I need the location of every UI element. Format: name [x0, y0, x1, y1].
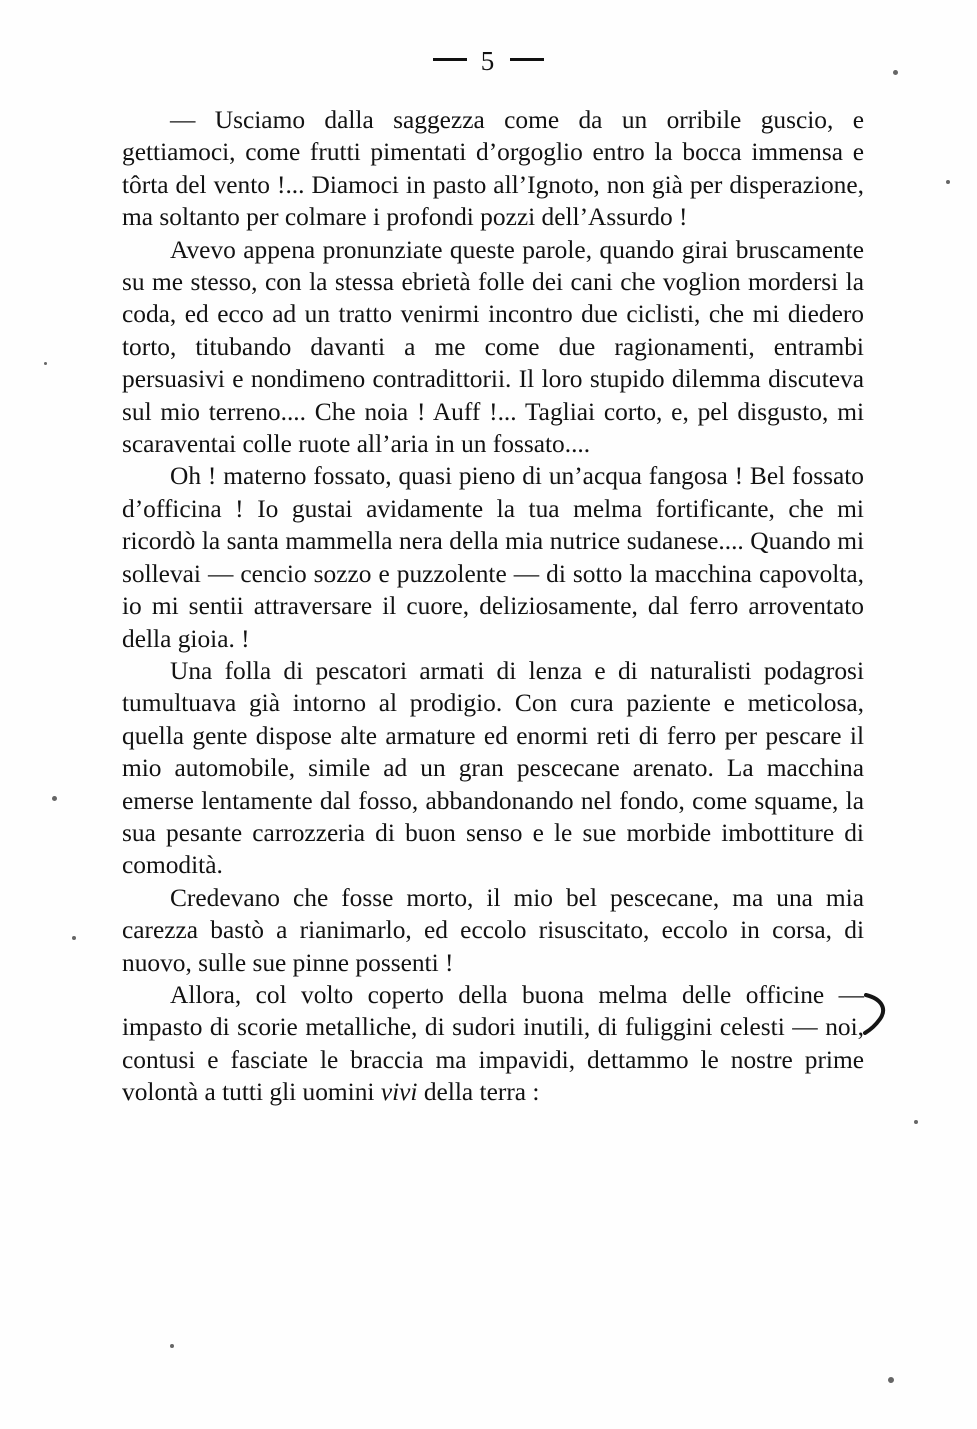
page-header — [0, 46, 977, 77]
paragraph-6-part-1: Allora, col volto coperto della buona melma delle officine — impasto di scorie metalliche, di sudori inutili, di fuliggini celesti — noi, contusi e fasciate le braccia ma impavidi, dettammo le nostre prime volontà a tutti gli uomini — [122, 980, 864, 1107]
paragraph-6-part-2: della terra : — [417, 1078, 540, 1107]
scan-speck — [914, 1120, 918, 1124]
paragraph-5: Credevano che fosse morto, il mio bel pescecane, ma una mia carezza bastò a rianimarlo, ed eccolo risuscitato, eccolo in corsa, di nuovo, sulle sue pinne possenti ! — [122, 883, 864, 977]
scan-speck — [893, 70, 898, 75]
margin-bracket-mark — [862, 993, 892, 1035]
paragraph-6 — [122, 979, 864, 1109]
header-dash-right — [510, 58, 544, 61]
scan-speck — [52, 796, 57, 801]
paragraph-6-italic: vivi — [380, 1078, 418, 1107]
scan-speck — [170, 1344, 174, 1348]
paragraph-2: Avevo appena pronunziate queste parole, quando girai bruscamente su me stesso, con la stessa ebrietà folle dei cani che voglion mordersi la coda, ed ecco ad un tratto venirmi incontro due ciclisti, che mi diedero torto, titubando davanti a me come due ragionamenti, entrambi persuasivi e nondimeno contradittorii. Il loro stupido dilemma discuteva sul mio terreno.... Che noia ! Auff !... Tagliai corto, e, pel disgusto, mi scaraventai colle ruote all’aria in un fossato.... — [122, 235, 864, 459]
paragraph-3: Oh ! materno fossato, quasi pieno di un’acqua fangosa ! Bel fossato d’officina ! Io gustai avidamente la tua melma fortificante, che mi ricordò la santa mammella nera della mia nutrice sudanese.... Quando mi sollevai — cencio sozzo e puzzolente — di sotto la macchina capovolta, io mi sentii attraversare il cuore, deliziosamente, dal ferro arroventato della gioia. ! — [122, 462, 864, 653]
paragraph-1: — Usciamo dalla saggezza come da un orribile guscio, e gettiamoci, come frutti pimentati d’orgoglio entro la bocca immensa e tôrta del vento !... Diamoci in pasto all’Ignoto, non già per disperazione, ma soltanto per colmare i profondi pozzi dell’Assurdo ! — [122, 106, 864, 232]
scan-speck — [946, 180, 950, 184]
header-dash-left — [433, 58, 467, 61]
page-number: 5 — [480, 46, 497, 76]
body-text — [122, 104, 864, 1109]
scan-speck — [44, 362, 47, 365]
scan-speck — [888, 1377, 894, 1383]
paragraph-4: Una folla di pescatori armati di lenza e di naturalisti podagrosi tumultuava già intorno al prodigio. Con cura paziente e meticolosa, quella gente dispose alte armature ed enormi reti di ferro per pescare il mio automobile, simile ad un gran pescecane arenato. La macchina emerse lentamente dal fosso, abbandonando nel fondo, come squame, la sua pesante carrozzeria di buon senso e le sue morbide imbottiture di comodità. — [122, 656, 864, 880]
scan-speck — [72, 936, 76, 940]
